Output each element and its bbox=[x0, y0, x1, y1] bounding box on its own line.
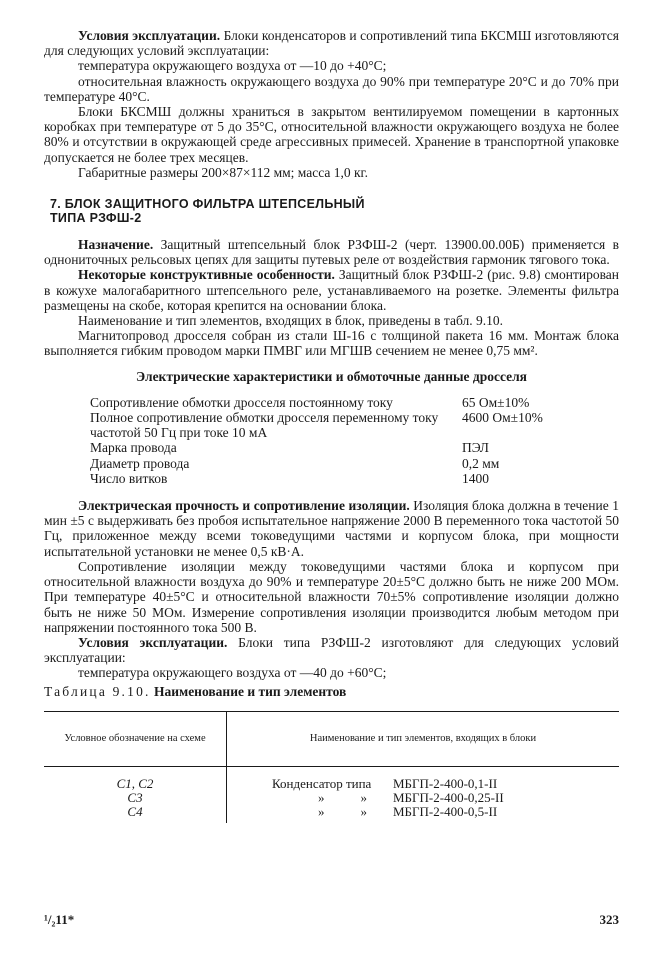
operating-conditions-heading: Условия эксплуатации. bbox=[78, 28, 221, 43]
operating-conditions-intro bbox=[44, 28, 619, 58]
component-prefix bbox=[272, 805, 393, 819]
table-title: Наименование и тип элементов bbox=[153, 683, 347, 699]
ditto-mark: » bbox=[360, 803, 367, 819]
purpose-text: Защитный штепсельный блок РЗФШ-2 (черт. 13900.00.00Б) применяется в однониточных рельсовых цепях для защиты путевых реле от воздействия гармоник тягового тока. bbox=[44, 237, 619, 268]
spec-row bbox=[90, 395, 570, 410]
specs-heading: Электрические характеристики и обмоточные данные дросселя bbox=[136, 368, 527, 384]
table-reference-paragraph: Наименование и тип элементов, входящих в блок, приведены в табл. 9.10. bbox=[78, 313, 503, 329]
name-type-cell bbox=[227, 766, 620, 823]
page-number: 323 bbox=[599, 912, 619, 927]
component-type: МБГП-2-400-0,25-II bbox=[393, 789, 504, 805]
purpose-heading: Назначение. bbox=[78, 237, 154, 253]
designation: C3 bbox=[127, 789, 143, 805]
component-line bbox=[272, 805, 619, 819]
dimensions-mass: Габаритные размеры 200×87×112 мм; масса 1,0 кг. bbox=[78, 164, 368, 180]
spec-value: 0,2 мм bbox=[462, 455, 500, 471]
operating-conditions-2-paragraph bbox=[44, 635, 619, 665]
design-features-heading: Некоторые конструктивные особенности. bbox=[78, 267, 335, 283]
spec-name: Сопротивление обмотки дросселя постоянному току bbox=[90, 394, 393, 410]
insulation-heading: Электрическая прочность и сопротивление изоляции. bbox=[78, 498, 410, 514]
magnetic-core-paragraph: Магнитопровод дросселя собран из стали Ш-16 с толщиной пакета 16 мм. Монтаж блока выполняется гибким проводом марки ПМВГ или МГШВ сечением не менее 0,75 мм². bbox=[44, 328, 619, 359]
table-header-row bbox=[44, 711, 619, 766]
spacer bbox=[44, 486, 619, 498]
table-label: Таблица 9.10. bbox=[44, 683, 151, 699]
elements-table bbox=[44, 711, 619, 823]
storage-conditions: Блоки БКСМШ должны храниться в закрытом вентилируемом помещении в картонных коробках при температуре от 5 до 35°С, относительной влажности окружающего воздуха не более 80% и отсутствии в окружающей среде агрессивных примесей. Хранение в транспортной упаковке допускается не более трех месяцев. bbox=[44, 104, 619, 165]
component-type: МБГП-2-400-0,5-II bbox=[393, 803, 498, 819]
humidity-condition: относительная влажность окружающего воздуха до 90% при температуре 20°С и до 70% при температуре 40°С. bbox=[44, 73, 619, 104]
designation: C4 bbox=[127, 803, 143, 819]
designation: C1, C2 bbox=[116, 775, 154, 791]
insulation-strength-paragraph bbox=[44, 498, 619, 559]
component-line bbox=[272, 791, 619, 805]
ditto-mark: » bbox=[318, 803, 325, 819]
spec-row bbox=[90, 471, 570, 486]
insulation-text: Изоляция блока должна в течение 1 мин ±5 с выдерживать без пробоя испытательное напряжение 2000 В переменного тока частотой 50 Гц, приложенное между всеми токоведущими частями и корпусом блока, при мощности испытательной установки не менее 0,5 кВ·А. bbox=[44, 498, 620, 559]
page-footer bbox=[44, 912, 619, 927]
table-row bbox=[44, 766, 619, 823]
spec-name: Число витков bbox=[90, 470, 168, 486]
section-title-line2: ТИПА РЗФШ-2 bbox=[50, 211, 142, 226]
ditto-mark: » bbox=[318, 789, 325, 805]
spec-value: 1400 bbox=[462, 470, 489, 486]
spec-name: Марка провода bbox=[90, 440, 177, 456]
specs-list bbox=[90, 395, 570, 486]
design-features-text: Защитный блок РЗФШ-2 (рис. 9.8) смонтирован в кожухе малогабаритного штепсельного реле, устанавливаемого на розетке. Элементы фильтра размещены на скобе, которая крепится на основании блока. bbox=[44, 267, 619, 313]
operating-conditions-text: Блоки конденсаторов и сопротивлений типа БКСМШ изготовляются для следующих условий эксплуатации: bbox=[44, 28, 620, 59]
ditto-mark: » bbox=[360, 789, 367, 805]
table-caption bbox=[44, 684, 619, 699]
col-name-type-header: Наименование и тип элементов, входящих в блоки bbox=[227, 711, 620, 766]
component-prefix bbox=[272, 791, 393, 805]
operating-conditions-2-text: Блоки типа РЗФШ-2 изготовляют для следующих условий эксплуатации: bbox=[44, 634, 620, 666]
temperature-condition-2: температура окружающего воздуха от —40 до +60°С; bbox=[78, 665, 387, 681]
page-content bbox=[44, 28, 619, 823]
spec-name: Полное сопротивление обмотки дросселя переменному току частотой 50 Гц при токе 10 мА bbox=[90, 410, 439, 441]
purpose-paragraph bbox=[44, 237, 619, 267]
section-title-line1: 7. БЛОК ЗАЩИТНОГО ФИЛЬТРА ШТЕПСЕЛЬНЫЙ bbox=[50, 197, 365, 212]
spec-name: Диаметр провода bbox=[90, 455, 190, 471]
designation-cell bbox=[44, 766, 227, 823]
section-title bbox=[50, 197, 619, 225]
design-features-paragraph bbox=[44, 267, 619, 313]
spec-value: 65 Ом±10% bbox=[462, 394, 530, 410]
spec-value: ПЭЛ bbox=[462, 440, 489, 456]
spec-row bbox=[90, 440, 570, 455]
component-prefix: Конденсатор типа bbox=[272, 775, 372, 791]
spec-value: 4600 Ом±10% bbox=[462, 410, 543, 426]
signature-mark: ¹/₂11* bbox=[44, 912, 75, 927]
component-type: МБГП-2-400-0,1-II bbox=[393, 775, 498, 791]
operating-conditions-2-heading: Условия эксплуатации. bbox=[78, 634, 228, 650]
spec-row bbox=[90, 410, 570, 440]
insulation-resistance-paragraph: Сопротивление изоляции между токоведущими частями блока и корпусом при относительной влажности воздуха до 90% и температуре 20±5°С должно быть не ниже 200 МОм. При температуре 40±5°С и относительной влажности 70±5% сопротивление изоляции должно быть не ниже 50 МОм. Измерение сопротивления изоляции производится любым методом при напряжении постоянного тока 500 В. bbox=[44, 558, 619, 635]
component-line bbox=[272, 777, 619, 791]
temperature-condition: температура окружающего воздуха от —10 до +40°С; bbox=[78, 58, 387, 74]
col-designation-header: Условное обозначение на схеме bbox=[44, 711, 227, 766]
spec-row bbox=[90, 456, 570, 471]
